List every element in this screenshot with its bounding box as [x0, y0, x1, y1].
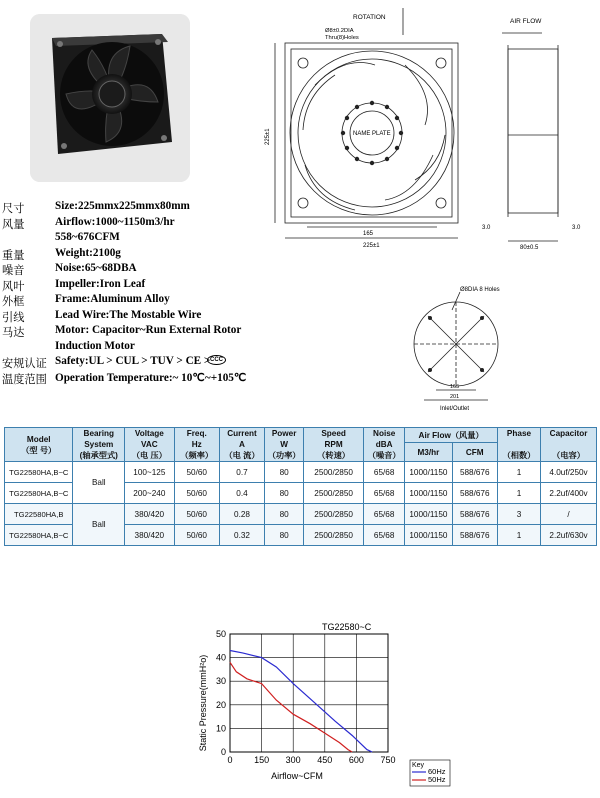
cell-current: 0.32	[219, 525, 264, 546]
cell-capacitor: 2.2uf/400v	[541, 483, 597, 504]
spec-value: Induction Motor	[55, 339, 135, 352]
cell-speed: 2500/2850	[304, 525, 364, 546]
cell-power: 80	[265, 525, 304, 546]
cell-noise: 65/68	[364, 462, 405, 483]
cell-phase: 1	[497, 483, 540, 504]
cell-phase: 1	[497, 525, 540, 546]
cell-cfm: 588/676	[452, 504, 497, 525]
spec-value: Lead Wire:The Mostable Wire	[55, 308, 202, 321]
cell-m3hr: 1000/1150	[405, 462, 452, 483]
spec-label-zh: 尺寸	[2, 203, 25, 215]
airflow-direction-label: AIR FLOW	[510, 18, 542, 25]
inlet-201-dimension: 201	[450, 394, 460, 400]
chart-title: TG22580~C	[322, 622, 372, 632]
cell-bearing: Ball	[73, 462, 125, 504]
spec-item	[2, 231, 272, 247]
x-tick-label: 750	[380, 755, 396, 765]
inlet-outlet-caption: Inlet/Outlet	[440, 406, 470, 412]
cell-phase: 1	[497, 462, 540, 483]
cell-freq: 50/60	[174, 504, 219, 525]
spec-label-zh: 风量	[2, 218, 25, 231]
series-line-50Hz	[230, 662, 352, 752]
cell-freq: 50/60	[174, 462, 219, 483]
x-tick-label: 0	[227, 755, 233, 765]
front-view-drawing	[255, 5, 470, 260]
nameplate-label: NAME PLATE	[353, 131, 391, 137]
spec-item	[2, 247, 272, 263]
spec-label-zh: 重量	[2, 249, 25, 262]
y-tick-label: 40	[215, 652, 226, 663]
spec-item	[2, 262, 272, 278]
flange-right-dimension: 3.0	[572, 225, 581, 231]
col-speed: Speed RPM （转速）	[304, 428, 364, 462]
inlet-holes-label: Ø8DIA 8 Holes	[460, 287, 500, 293]
cell-power: 80	[265, 504, 304, 525]
cell-phase: 3	[497, 504, 540, 525]
col-voltage: Voltage VAC （电 压）	[125, 428, 175, 462]
depth-dimension: 80±0.5	[520, 245, 539, 251]
spec-label-zh: 外框	[2, 296, 25, 308]
spec-item	[2, 293, 272, 309]
y-tick-label: 50	[215, 629, 226, 639]
cell-cfm: 588/676	[452, 525, 497, 546]
x-tick-label: 600	[348, 755, 364, 765]
width-dimension: 225±1	[363, 243, 380, 249]
spec-value: 558~676CFM	[55, 231, 120, 243]
col-current: Current A （电 流）	[219, 428, 264, 462]
cell-model: TG22580HA,B~C	[5, 462, 73, 483]
cell-speed: 2500/2850	[304, 483, 364, 504]
col-phase: Phase （相数）	[497, 428, 540, 462]
ccc-mark-icon: CCC	[207, 355, 226, 365]
spec-value: Weight:2100g	[55, 246, 121, 259]
cell-capacitor: 4.0uf/250v	[541, 462, 597, 483]
cell-cfm: 588/676	[452, 483, 497, 504]
cell-model: TG22580HA,B~C	[5, 483, 73, 504]
spec-label-zh: 安规认证	[2, 358, 47, 370]
cell-current: 0.7	[219, 462, 264, 483]
y-tick-label: 0	[220, 747, 226, 757]
product-photo	[30, 14, 190, 182]
inlet-outlet-drawing	[400, 282, 530, 414]
x-tick-label: 300	[285, 755, 301, 765]
cell-voltage: 100~125	[125, 462, 175, 483]
spec-item	[2, 309, 272, 325]
fan-photo-icon	[30, 14, 190, 182]
cell-model: TG22580HA,B	[5, 504, 73, 525]
cell-speed: 2500/2850	[304, 504, 364, 525]
cell-freq: 50/60	[174, 483, 219, 504]
cell-current: 0.4	[219, 483, 264, 504]
hole-pitch-dimension: 165	[363, 231, 374, 237]
spec-item	[2, 278, 272, 294]
spec-item	[2, 340, 272, 356]
spec-value: Safety:UL > CUL > TUV > CE >	[55, 355, 211, 367]
cell-noise: 65/68	[364, 483, 405, 504]
cell-m3hr: 1000/1150	[405, 525, 452, 546]
cell-noise: 65/68	[364, 504, 405, 525]
inlet-165-dimension: 165	[450, 384, 460, 390]
cell-capacitor: /	[541, 504, 597, 525]
flange-left-dimension: 3.0	[482, 225, 491, 231]
legend-title: Key	[412, 762, 425, 769]
spec-value: Airflow:1000~1150m3/hr	[55, 215, 175, 228]
spec-value: Size:225mmx225mmx80mm	[55, 200, 190, 212]
height-dimension: 225±1	[265, 128, 271, 145]
spec-item	[2, 216, 272, 232]
cell-model: TG22580HA,B~C	[5, 525, 73, 546]
spec-value: Operation Temperature:~ 10℃~+105℃	[55, 371, 247, 384]
cell-voltage: 380/420	[125, 525, 175, 546]
spec-item	[2, 355, 272, 371]
x-tick-label: 450	[317, 755, 333, 765]
spec-value: Frame:Aluminum Alloy	[55, 293, 170, 305]
table-row	[5, 504, 597, 525]
col-model: Model （型 号）	[5, 428, 73, 462]
y-tick-label: 20	[215, 699, 226, 710]
series-line-60Hz	[230, 651, 372, 753]
legend-label: 50Hz	[428, 775, 446, 784]
cell-m3hr: 1000/1150	[405, 504, 452, 525]
col-noise: Noise dBA （噪音）	[364, 428, 405, 462]
spec-value: Impeller:Iron Leaf	[55, 277, 146, 290]
x-tick-label: 150	[254, 755, 270, 765]
spec-label-zh: 风叶	[2, 280, 25, 293]
cell-capacitor: 2.2uf/630v	[541, 525, 597, 546]
col-cfm: CFM	[452, 443, 497, 462]
table-row	[5, 462, 597, 483]
spec-item	[2, 324, 272, 340]
spec-label-zh: 噪音	[2, 265, 25, 277]
spec-label-zh: 马达	[2, 327, 25, 339]
spec-label-zh: 引线	[2, 311, 25, 324]
col-freq: Freq. Hz （频率）	[174, 428, 219, 462]
performance-chart	[190, 612, 490, 798]
col-bearing: Bearing System (轴承型式)	[73, 428, 125, 462]
spec-table	[4, 427, 597, 546]
x-axis-label: Airflow~CFM	[271, 771, 323, 781]
col-airflow: Air Flow（风量）	[405, 428, 498, 443]
table-header-row	[5, 428, 597, 443]
cell-bearing: Ball	[73, 504, 125, 546]
cell-power: 80	[265, 462, 304, 483]
col-power: Power W （功率）	[265, 428, 304, 462]
cell-noise: 65/68	[364, 525, 405, 546]
spec-value: Motor: Capacitor~Run External Rotor	[55, 324, 242, 336]
y-tick-label: 10	[215, 723, 226, 734]
hole-spec-label-2: Thru(8)Holes	[325, 35, 359, 41]
cell-voltage: 380/420	[125, 504, 175, 525]
cell-current: 0.28	[219, 504, 264, 525]
side-view-drawing	[480, 5, 595, 255]
cell-speed: 2500/2850	[304, 462, 364, 483]
hole-spec-label: Ø8±0.2DIA	[325, 28, 354, 34]
cell-cfm: 588/676	[452, 462, 497, 483]
y-tick-label: 30	[215, 676, 226, 687]
legend-label: 60Hz	[428, 767, 446, 776]
rotation-label: ROTATION	[353, 14, 386, 21]
cell-m3hr: 1000/1150	[405, 483, 452, 504]
col-capacitor: Capacitor （电容）	[541, 428, 597, 462]
col-m3hr: M3/hr	[405, 443, 452, 462]
spec-item	[2, 200, 272, 216]
cell-freq: 50/60	[174, 525, 219, 546]
plot-frame	[230, 634, 388, 752]
spec-label-zh: 温度范围	[2, 373, 47, 386]
spec-value: Noise:65~68DBA	[55, 262, 137, 274]
cell-voltage: 200~240	[125, 483, 175, 504]
cell-power: 80	[265, 483, 304, 504]
spec-list	[2, 200, 272, 386]
spec-item	[2, 371, 272, 387]
y-axis-label: Static Pressure(mmH²o)	[198, 654, 208, 752]
